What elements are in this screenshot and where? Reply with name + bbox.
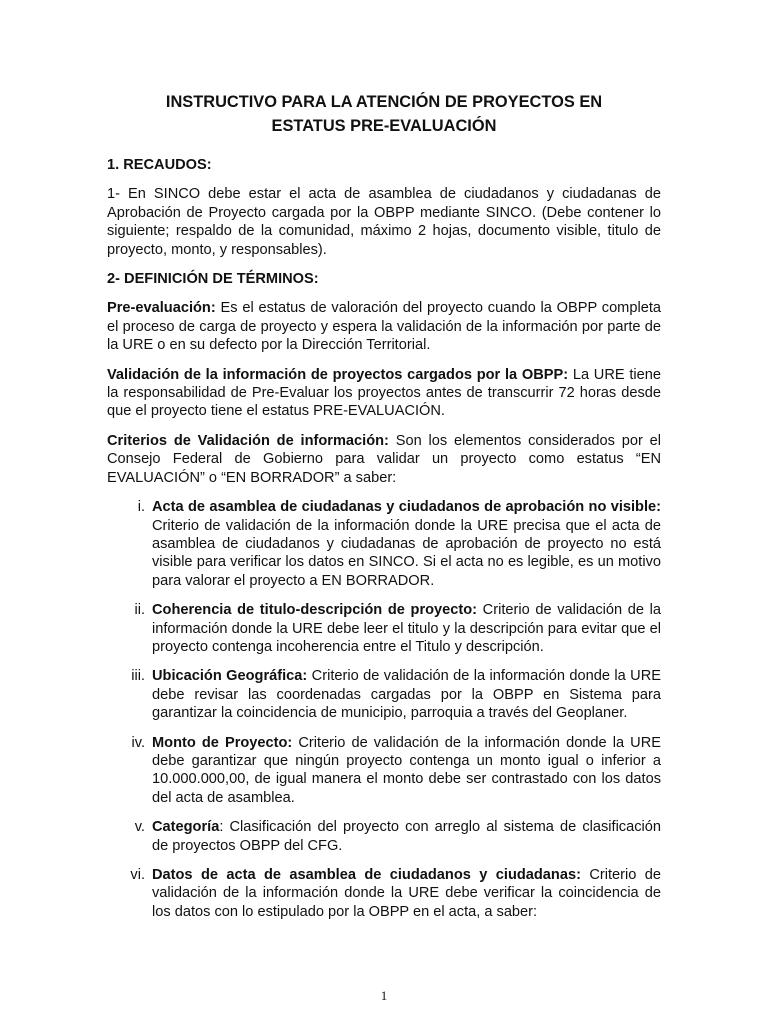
criteria-number: iii. — [131, 668, 145, 685]
criteria-item — [107, 498, 661, 590]
criteria-text: Criterio de validación de la información donde la URE debe leer el titulo y la descripción para evitar que el proyecto contenga incoherencia entre el Titulo y descripción. — [152, 602, 661, 655]
criteria-text: Criterio de validación de la información donde la URE debe garantizar que ningún proyecto contenga un monto igual o inferior a 10.000.000,00, de igual manera el monto debe ser contrastado con los datos del acta de asamblea. — [152, 734, 661, 806]
criteria-item — [107, 818, 661, 855]
definition-term: Pre-evaluación: — [107, 300, 216, 317]
criteria-item — [107, 734, 661, 808]
criteria-term: Coherencia de titulo-descripción de proyecto: — [152, 602, 478, 619]
page-number: 1 — [380, 988, 388, 1003]
section-heading-recaudos: 1. RECAUDOS: — [107, 157, 212, 173]
criteria-number: i. — [137, 499, 145, 516]
criteria-number: iv. — [131, 734, 145, 751]
criteria-item — [107, 866, 661, 921]
criteria-item — [107, 601, 661, 656]
criteria-term: Acta de asamblea de ciudadanas y ciudadanos de aprobación no visible: — [152, 499, 661, 516]
title-line-1: INSTRUCTIVO PARA LA ATENCIÓN DE PROYECTOS EN — [165, 93, 603, 111]
criteria-text: Criterio de validación de la información donde la URE debe revisar las coordenadas cargadas por la OBPP en Sistema para garantizar la coincidencia de municipio, parroquia a través del Geoplaner. — [152, 668, 661, 722]
criteria-list — [107, 498, 661, 921]
criteria-number: vi. — [130, 867, 145, 883]
section-text-recaudos: 1- En SINCO debe estar el acta de asamblea de ciudadanos y ciudadanas de Aprobación de Proyecto cargada por la OBPP mediante SINCO. (Debe contener lo siguiente; respaldo de la comunidad, máximo 2 hojas, documento visible, titulo de proyecto, monto, y responsables). — [107, 186, 661, 258]
criteria-item — [107, 667, 661, 722]
definition-text: La URE tiene la responsabilidad de Pre-Evaluar los proyectos antes de transcurrir 72 horas desde que el proyecto tiene el estatus PRE-EVALUACIÓN. — [107, 366, 661, 420]
definition-paragraph — [107, 299, 661, 354]
definition-paragraph — [107, 366, 661, 421]
criteria-text: : Clasificación del proyecto con arreglo al sistema de clasificación de proyectos OBPP del CFG. — [152, 819, 661, 854]
criteria-term: Categoría — [152, 819, 220, 836]
criteria-term: Ubicación Geográfica: — [152, 668, 308, 685]
section-heading-definiciones: 2- DEFINICIÓN DE TÉRMINOS: — [107, 271, 319, 288]
document-title — [107, 90, 661, 138]
definition-text: Son los elementos considerados por el Consejo Federal de Gobierno para validar un proyecto como estatus “EN EVALUACIÓN” o “EN BORRADOR” a saber: — [107, 432, 662, 486]
criteria-text: Criterio de validación de la información donde la URE precisa que el acta de asamblea de ciudadanos y ciudadanas de aprobación de proyecto no está visible para verificar los datos en SINCO. Si el acta no es legible, es un motivo para valorar el proyecto a EN BORRADOR. — [152, 517, 661, 589]
criteria-number: ii. — [134, 602, 145, 619]
criteria-text: Criterio de validación de la información donde la URE debe verificar la coincidencia de los datos con lo estipulado por la OBPP en el acta, a saber: — [152, 867, 661, 920]
definition-paragraph — [107, 432, 661, 487]
definition-term: Criterios de Validación de información: — [107, 432, 389, 449]
criteria-term: Datos de acta de asamblea de ciudadanos y ciudadanas: — [152, 867, 581, 883]
definition-text: Es el estatus de valoración del proyecto cuando la OBPP completa el proceso de carga de proyecto y espera la validación de la información por parte de la URE o en su defecto por la Dirección Territorial. — [107, 300, 661, 354]
criteria-number: v. — [134, 819, 145, 836]
definition-term: Validación de la información de proyectos cargados por la OBPP: — [107, 366, 569, 383]
title-line-2: ESTATUS PRE-EVALUACIÓN — [271, 117, 497, 135]
criteria-term: Monto de Proyecto: — [152, 734, 293, 751]
